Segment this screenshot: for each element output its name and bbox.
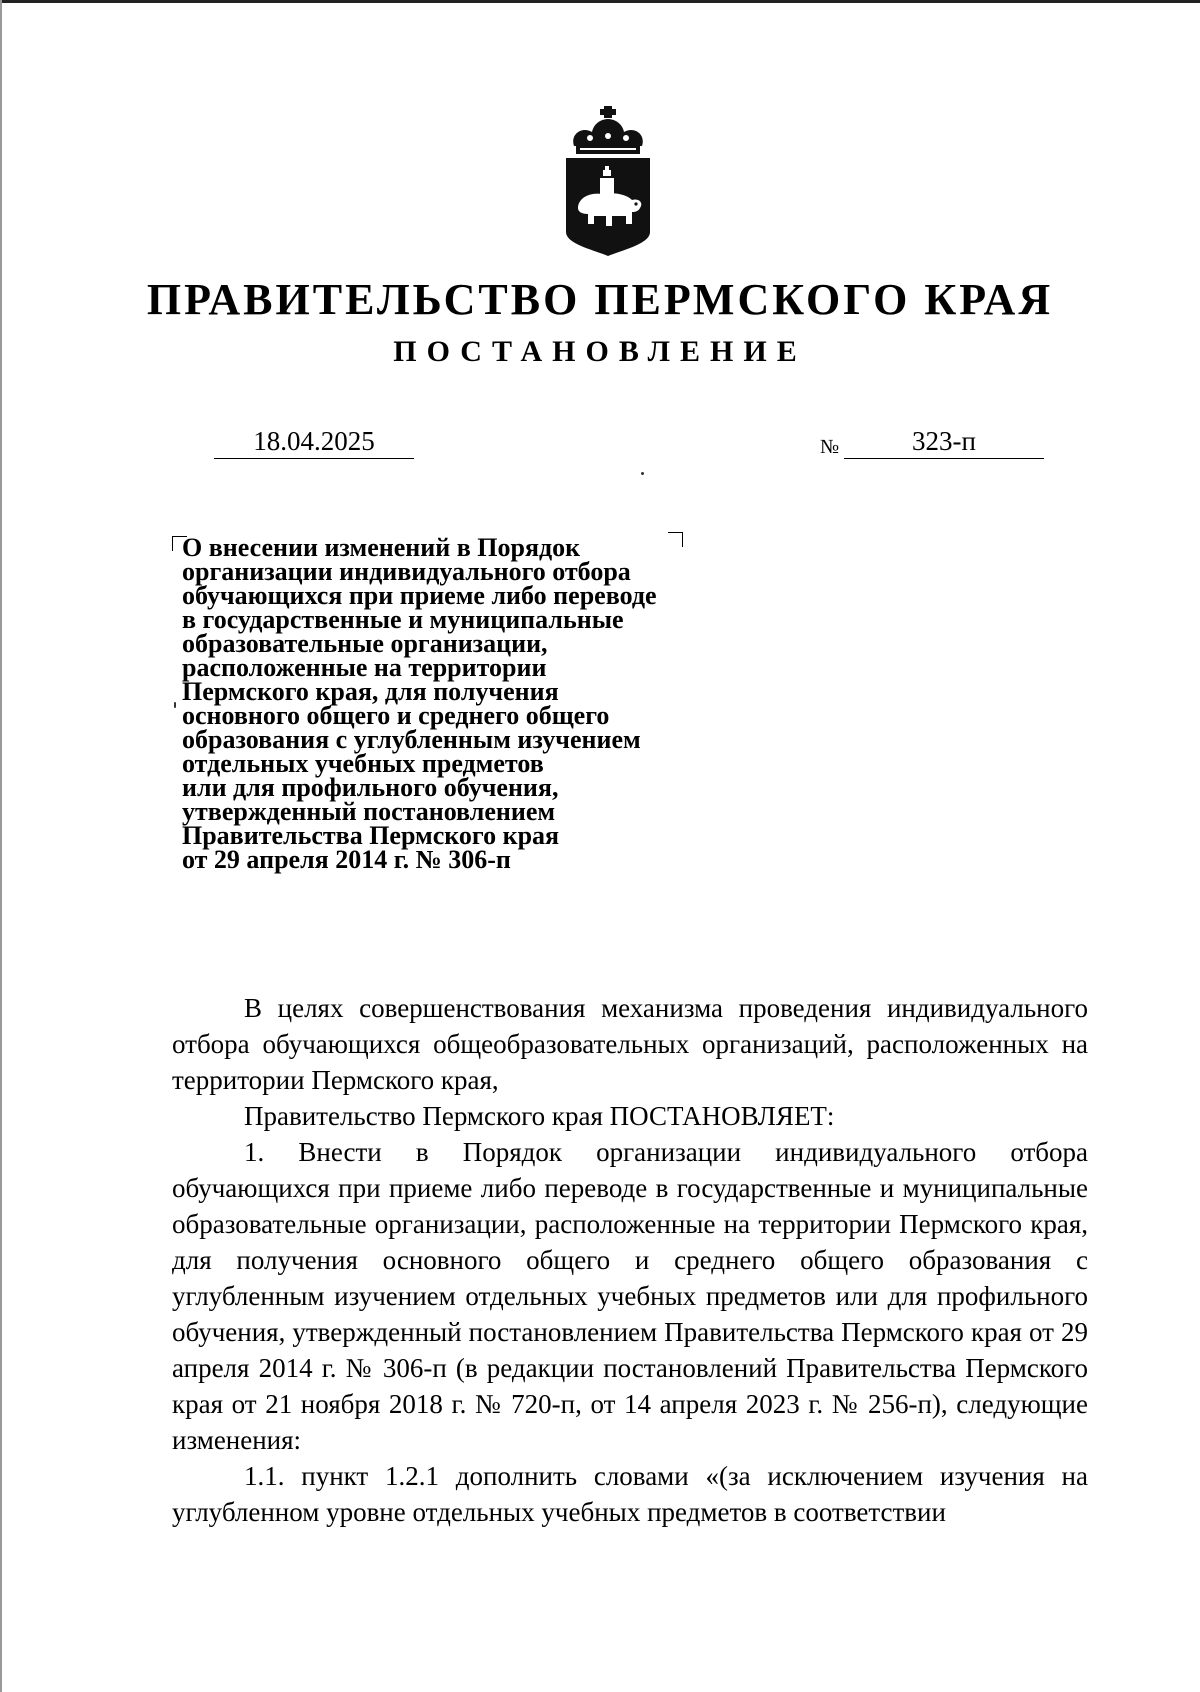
preamble-paragraph: В целях совершенствования механизма проведения индивидуального отбора обучающихся общеобразовательных организаций, расположенных на территории Пермского края, (172, 993, 1088, 1095)
subject-line: образования с углубленным изучением (182, 725, 641, 754)
scan-edge-top (0, 0, 1200, 3)
coat-of-arms-icon (560, 104, 656, 258)
clause-1-paragraph: 1. Внести в Порядок организации индивидуального отбора обучающихся при приеме либо переводе в государственные и муниципальные образовательные организации, расположенные на территории Пермского края, для получения основного общего и среднего общего образования с углубленным изучением отдельных учебных предметов или для профильного обучения, утвержденный постановлением Правительства Пермского края от 29 апреля 2014 г. № 306-п (в редакции постановлений Правительства Пермского края от 21 ноября 2018 г. № 720-п, от 14 апреля 2023 г. № 256-п), следующие изменения: (172, 1137, 1088, 1455)
subject-line: обучающихся при приеме либо переводе (182, 581, 657, 610)
document-body (172, 990, 1088, 1530)
government-title: ПРАВИТЕЛЬСТВО ПЕРМСКОГО КРАЯ (146, 275, 1054, 324)
subject-line: Пермского края, для получения (182, 677, 559, 706)
document-type: ПОСТАНОВЛЕНИЕ (393, 335, 807, 368)
document-date: 18.04.2025 (214, 424, 414, 459)
clause-1-1-paragraph: 1.1. пункт 1.2.1 дополнить словами «(за исключением изучения на углубленном уровне отдельных учебных предметов в соответствии (172, 1461, 1088, 1527)
scan-speck (174, 702, 176, 708)
scan-edge-left (0, 0, 2, 1692)
subject-line: образовательные организации, (182, 629, 548, 658)
subject-line: расположенные на территории (182, 653, 547, 682)
subject-line: О внесении изменений в Порядок (182, 533, 581, 562)
resolution-paragraph: Правительство Пермского края ПОСТАНОВЛЯЕТ: (244, 1101, 835, 1131)
subject-line: или для профильного обучения, (182, 773, 559, 802)
scan-speck (641, 472, 644, 475)
subject-line: в государственные и муниципальные (182, 605, 624, 634)
document-number: 323-п (844, 424, 1044, 459)
subject-line: Правительства Пермского края (182, 821, 560, 850)
number-sign: № (820, 436, 840, 458)
subject-line: организации индивидуального отбора (182, 557, 631, 586)
subject-line: утвержденный постановлением (182, 797, 556, 826)
document-subject (182, 533, 742, 874)
subject-line: от 29 апреля 2014 г. № 306-п (182, 845, 511, 874)
subject-line: отдельных учебных предметов (182, 749, 544, 778)
subject-line: основного общего и среднего общего (182, 701, 610, 730)
